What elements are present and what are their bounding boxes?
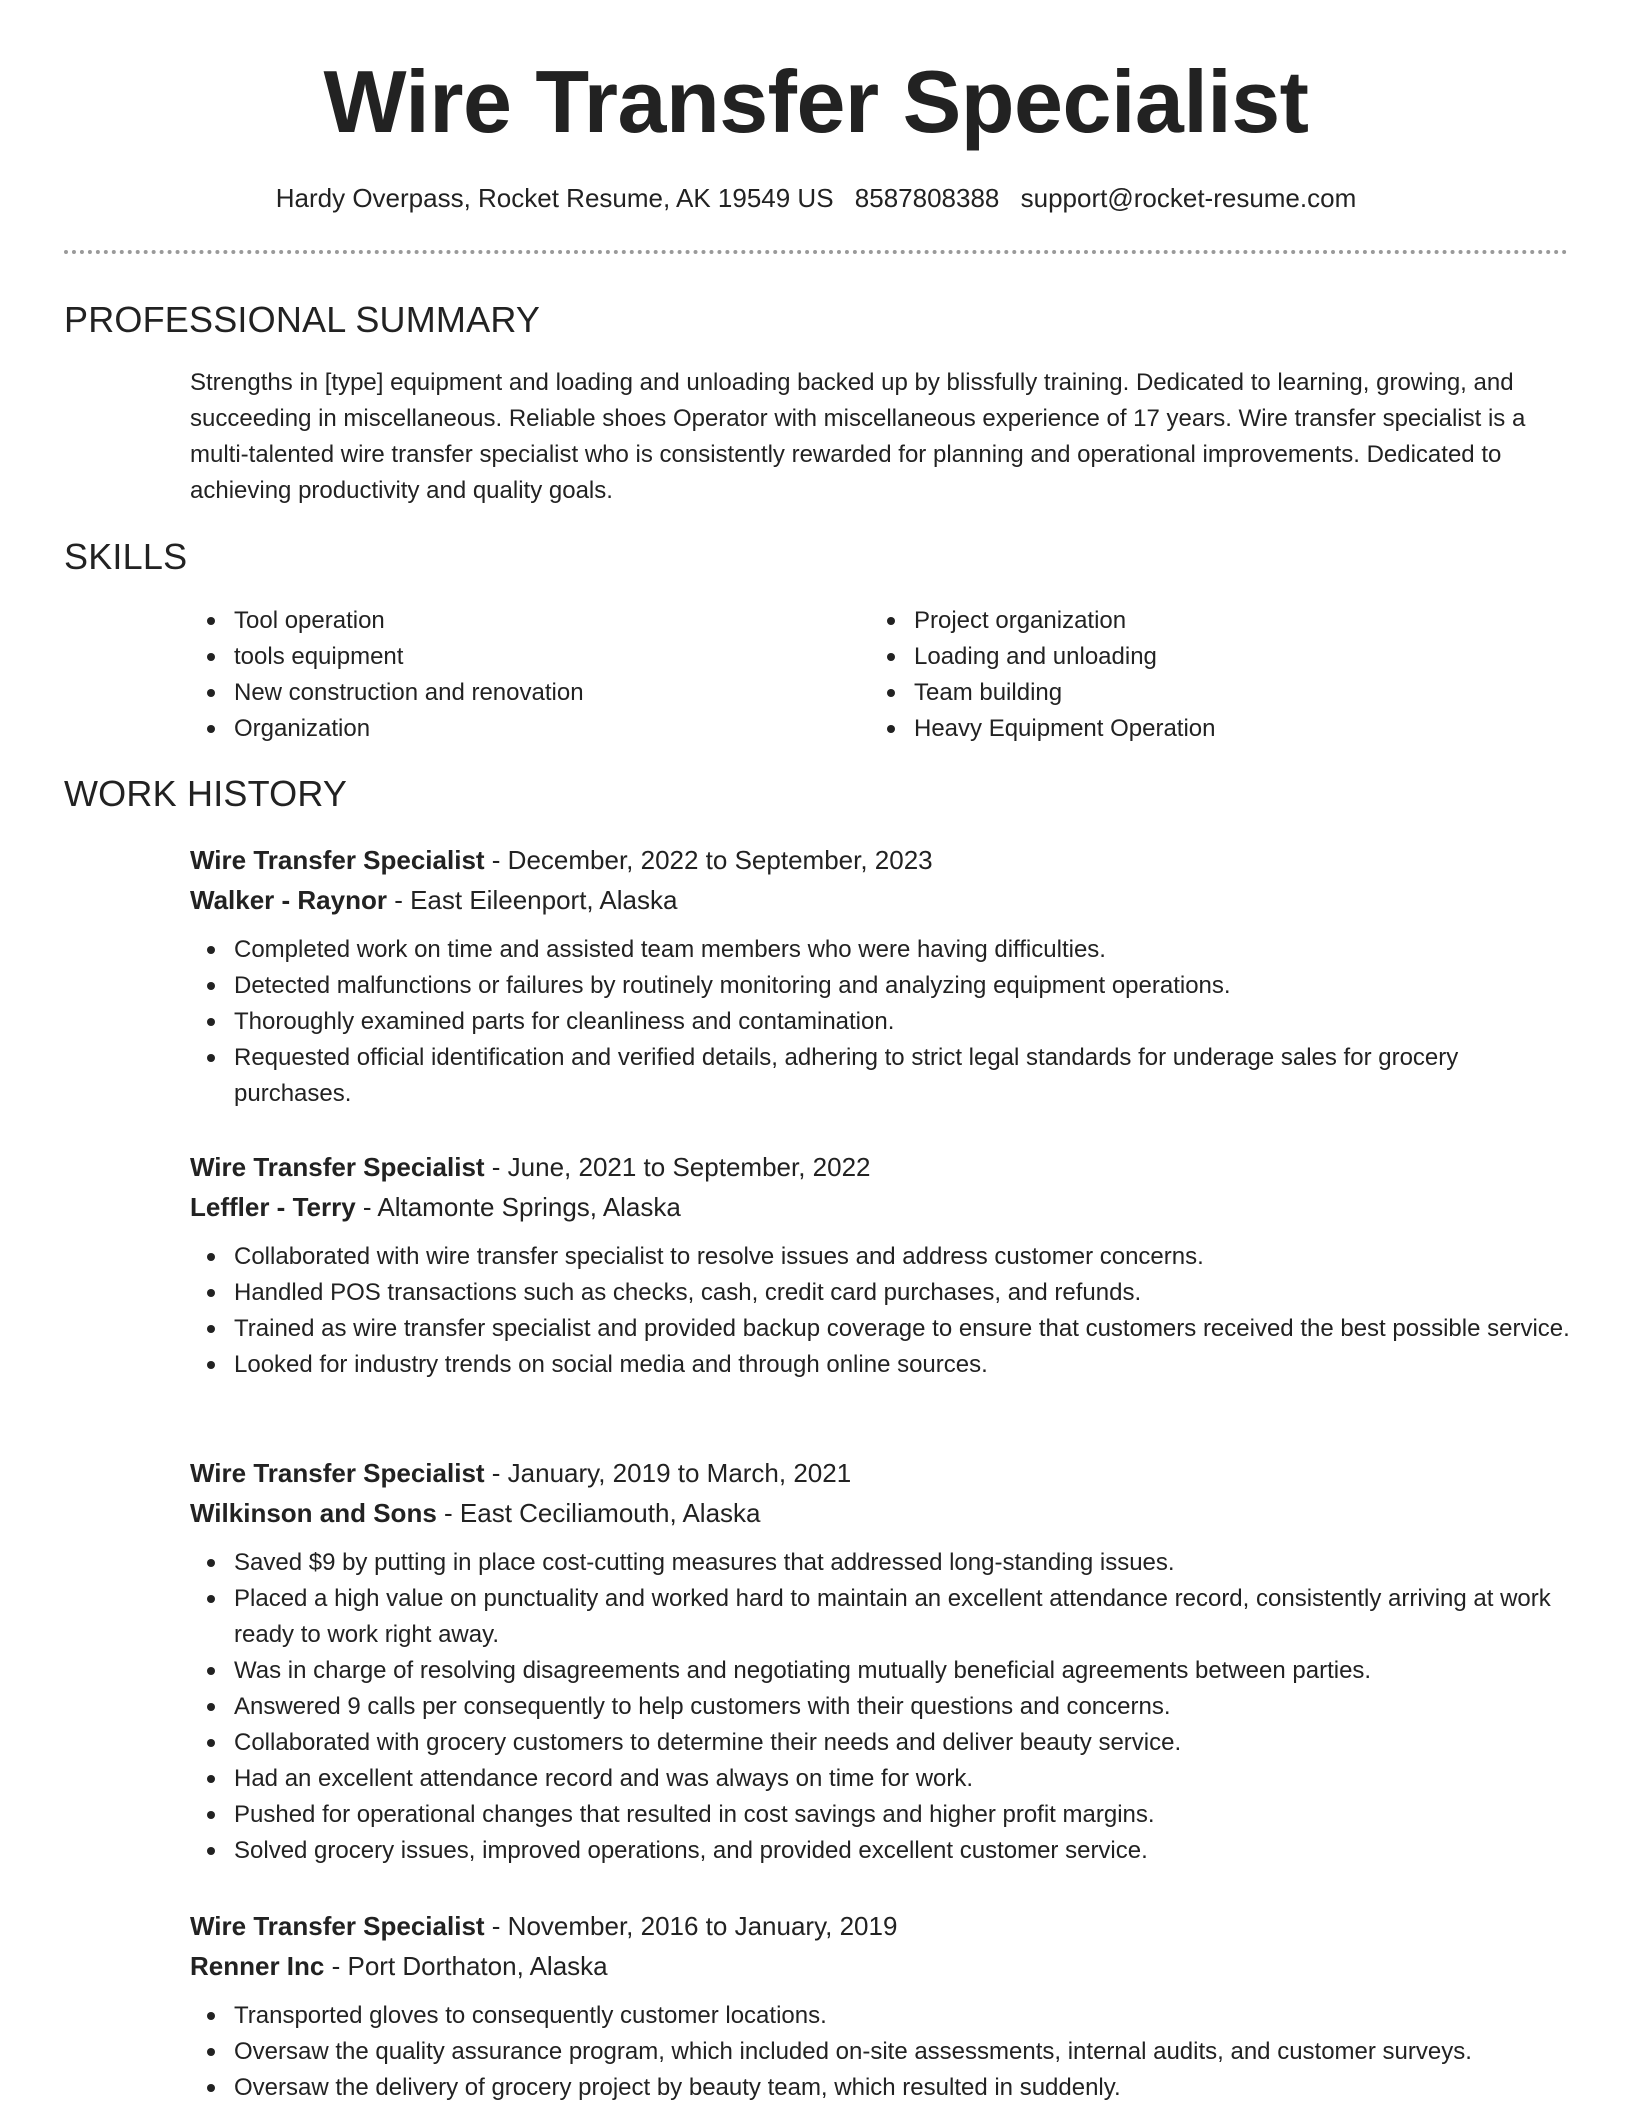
skill-item: New construction and renovation [190, 675, 850, 711]
job-bullet: Oversaw the delivery of grocery project by beauty team, which resulted in suddenly. [190, 2070, 1570, 2106]
job-title-line [190, 1147, 1570, 1187]
job-dates: - November, 2016 to January, 2019 [484, 1911, 898, 1941]
skill-item: tools equipment [190, 639, 850, 675]
job-location: - East Ceciliamouth, Alaska [436, 1498, 761, 1528]
job-dates: - December, 2022 to September, 2023 [484, 845, 933, 875]
job-company-line [190, 1187, 1570, 1227]
job-company-line [190, 1946, 1570, 1986]
job-company: Leffler - Terry [190, 1192, 356, 1222]
job-bullet: Saved $9 by putting in place cost-cutting measures that addressed long-standing issues. [190, 1545, 1570, 1581]
job-entry [190, 840, 1570, 1112]
job-bullets [190, 1998, 1570, 2106]
contact-line [0, 180, 1632, 216]
job-bullet: Had an excellent attendance record and was always on time for work. [190, 1761, 1570, 1797]
header-divider [64, 250, 1568, 254]
skill-item: Organization [190, 711, 850, 747]
job-bullet: Was in charge of resolving disagreements and negotiating mutually beneficial agreements between parties. [190, 1653, 1570, 1689]
job-company: Renner Inc [190, 1951, 325, 1981]
job-company-line [190, 1493, 1570, 1533]
job-company: Wilkinson and Sons [190, 1498, 437, 1528]
skill-item: Heavy Equipment Operation [870, 711, 1530, 747]
job-entry [190, 1906, 1570, 2106]
job-bullet: Handled POS transactions such as checks, cash, credit card purchases, and refunds. [190, 1275, 1570, 1311]
job-title: Wire Transfer Specialist [190, 845, 485, 875]
job-entry [190, 1453, 1570, 1869]
job-bullet: Placed a high value on punctuality and worked hard to maintain an excellent attendance record, consistently arriving at work ready to work right away. [190, 1581, 1570, 1653]
job-bullet: Answered 9 calls per consequently to help customers with their questions and concerns. [190, 1689, 1570, 1725]
job-bullet: Thoroughly examined parts for cleanliness and contamination. [190, 1004, 1570, 1040]
contact-phone: 8587808388 [854, 183, 1000, 213]
skill-item: Tool operation [190, 603, 850, 639]
job-bullet: Trained as wire transfer specialist and provided backup coverage to ensure that customers received the best possible service. [190, 1311, 1570, 1347]
section-title-skills: SKILLS [64, 536, 188, 577]
contact-email: support@rocket-resume.com [1020, 183, 1357, 213]
job-dates: - January, 2019 to March, 2021 [484, 1458, 852, 1488]
job-entry [190, 1147, 1570, 1383]
job-bullet: Oversaw the quality assurance program, which included on-site assessments, internal audits, and customer surveys. [190, 2034, 1570, 2070]
job-company: Walker - Raynor [190, 885, 387, 915]
job-company-line [190, 880, 1570, 920]
job-dates: - June, 2021 to September, 2022 [484, 1152, 871, 1182]
job-bullet: Collaborated with grocery customers to determine their needs and deliver beauty service. [190, 1725, 1570, 1761]
job-bullets [190, 1545, 1570, 1869]
job-location: - Altamonte Springs, Alaska [355, 1192, 681, 1222]
skill-item: Loading and unloading [870, 639, 1530, 675]
job-bullet: Requested official identification and verified details, adhering to strict legal standards for underage sales for grocery purchases. [190, 1040, 1570, 1112]
job-bullet: Looked for industry trends on social media and through online sources. [190, 1347, 1570, 1383]
section-title-summary: PROFESSIONAL SUMMARY [64, 299, 541, 340]
skill-item: Team building [870, 675, 1530, 711]
job-title: Wire Transfer Specialist [190, 1152, 485, 1182]
job-bullet: Completed work on time and assisted team members who were having difficulties. [190, 932, 1570, 968]
skill-item: Project organization [870, 603, 1530, 639]
job-bullet: Detected malfunctions or failures by routinely monitoring and analyzing equipment operations. [190, 968, 1570, 1004]
job-bullet: Pushed for operational changes that resulted in cost savings and higher profit margins. [190, 1797, 1570, 1833]
job-location: - Port Dorthaton, Alaska [324, 1951, 608, 1981]
job-title-line [190, 1906, 1570, 1946]
skills-list-right [870, 603, 1530, 747]
job-title: Wire Transfer Specialist [190, 1911, 485, 1941]
job-bullet: Collaborated with wire transfer specialist to resolve issues and address customer concerns. [190, 1239, 1570, 1275]
summary-text: Strengths in [type] equipment and loading and unloading backed up by blissfully training. Dedicated to learning, growing, and succeeding in miscellaneous. Reliable shoes Operator with miscellaneous experience of 17 years. Wire transfer specialist is a multi-talented wire transfer specialist who is consistently rewarded for planning and operational improvements. Dedicated to achieving productivity and quality goals. [190, 369, 1526, 504]
job-bullet: Solved grocery issues, improved operations, and provided excellent customer service. [190, 1833, 1570, 1869]
contact-address: Hardy Overpass, Rocket Resume, AK 19549 US [275, 183, 834, 213]
job-bullets [190, 932, 1570, 1112]
job-location: - East Eileenport, Alaska [386, 885, 678, 915]
skills-list-left [190, 603, 850, 747]
job-bullets [190, 1239, 1570, 1383]
job-title-line [190, 840, 1570, 880]
section-title-work-history: WORK HISTORY [64, 773, 348, 814]
job-title-line [190, 1453, 1570, 1493]
job-bullet: Transported gloves to consequently customer locations. [190, 1998, 1570, 2034]
resume-name-heading: Wire Transfer Specialist [323, 52, 1309, 151]
job-title: Wire Transfer Specialist [190, 1458, 485, 1488]
